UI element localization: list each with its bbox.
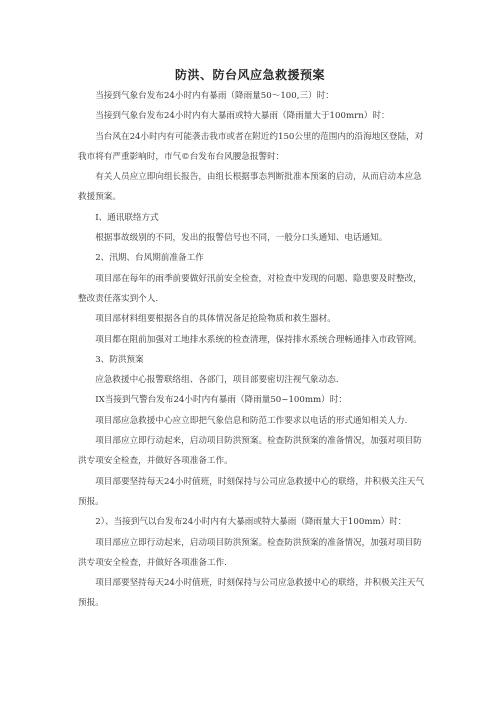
section-heading-flood-plan: 3、防洪预案 bbox=[95, 354, 144, 365]
section-heading-preparation: 2、汛期、台风期前准备工作 bbox=[95, 253, 204, 264]
document-title: 防洪、防台风应急救援预案 bbox=[174, 68, 325, 82]
paragraph-rescue-materials: 项目部材料组要根据各自的具体情况备足抢险物质和救生器材。 bbox=[95, 314, 336, 325]
paragraph-rainstorm-warning: 当接到气象台发布24小时内有暴雨（降雨量50〜100,三）时： bbox=[95, 91, 334, 101]
paragraph-safety-inspection: 项目部在每年的雨季前要做好汛前安全检查，对检查中发现的问题、隐患要及时整改，整改责任落实到个人. bbox=[78, 273, 422, 304]
paragraph-rainstorm-case-2: 2）、当接到气以台发布24小时内有大暴雨或特大暴雨（降雨量大于100mm）时： bbox=[95, 517, 407, 528]
paragraph-notify-by-phone: 项目部应急救援中心应立即把气象信息和防范工作要求以电话的形式通知相关人力. bbox=[95, 415, 408, 426]
paragraph-activate-plan-1: 项目部应立即行动起来，启动项目防洪预案。检查防洪预案的准备情况，加强对项目防洪专项安全检查，并做好各项准备工作。 bbox=[78, 436, 422, 467]
paragraph-typhoon-warning: 当台风在24小时内有可能袭击我市或者在附近约150公里的范围内的沿海地区登陆，对我市将有严重影响时，市气©台发布台风腰急报警时： bbox=[78, 131, 424, 162]
paragraph-heavy-rainstorm-warning: 当接到气象台发布24小时内有大暴雨或特大暴雨（降雨量大于100mrn）时： bbox=[95, 111, 390, 122]
paragraph-duty-roster-2: 项目部要坚持每天24小时值班，时刻保持与公司应急救援中心的联络，并积极关注天气预报。 bbox=[78, 578, 425, 609]
document-body bbox=[78, 86, 430, 614]
paragraph-rainstorm-case-1: IX当接到气警台发布24小时内有暴雨（降雨量50~100mm）时： bbox=[95, 395, 347, 406]
paragraph-drainage-check: 项目都在阻前加强对工地排水系统的检查清理，保持排水系统合理畅通排入市政管网。 bbox=[95, 334, 422, 345]
paragraph-weather-monitoring: 应急救援中心报警联络组、各部门，项目部要密切注视气象动态. bbox=[95, 375, 339, 386]
paragraph-report-to-leader: 有关人员应立即向组长报告，由组长根据事态判断批准本预案的启动，从而启动本应急救援预案。 bbox=[78, 172, 422, 203]
paragraph-duty-roster-1: 项目部要坚持每天24小时值班，时刻保持与公司应急救援中心的联络，并积极关注天气预报。 bbox=[78, 476, 425, 507]
section-heading-communication: I、通讯联络方式 bbox=[95, 212, 159, 223]
paragraph-alarm-signals: 根据事故级别的不同，发出的报警信号也不同，一般分口头通知、电话通知。 bbox=[95, 233, 388, 244]
paragraph-activate-plan-2: 项目部应立即行动起来，启动项目防洪预案。检查防洪预案的准备情况，加强对项目防洪专项安全检查，并做好各项准备工作. bbox=[78, 537, 422, 568]
